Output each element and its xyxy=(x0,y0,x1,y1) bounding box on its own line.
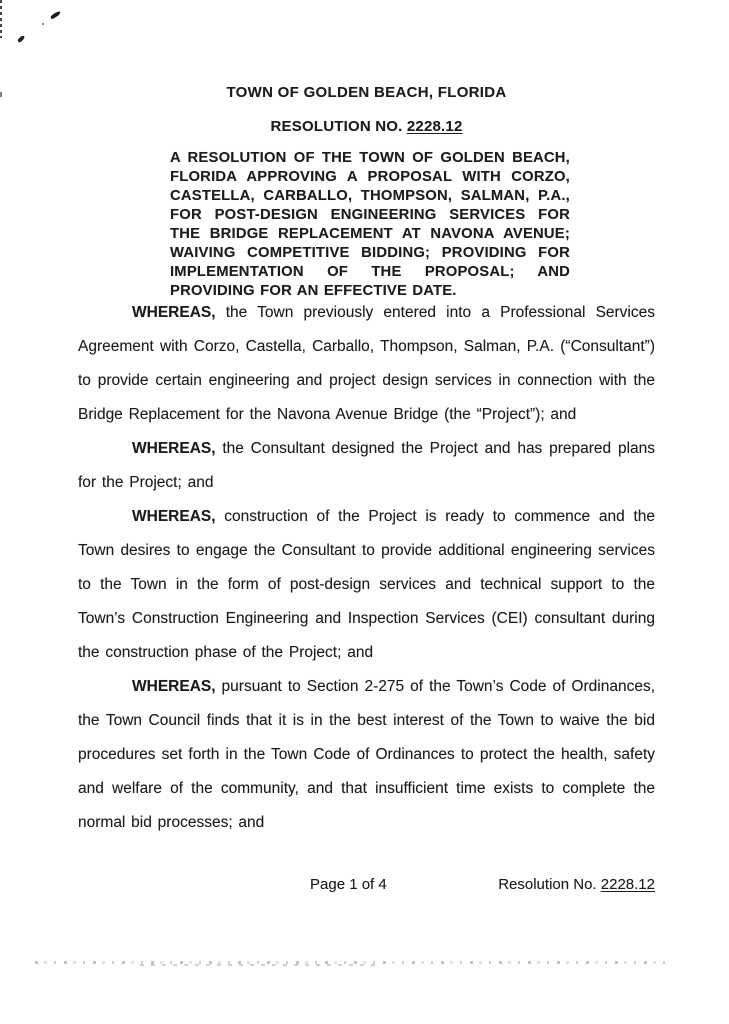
resolution-body xyxy=(78,296,655,840)
paragraph-text: pursuant to Section 2-275 of the Town’s Code of Ordinances, the Town Council finds that it is in the best interest of the Town to waive the bid procedures set forth in the Town Code of Ordinances to protect the health, safety and welfare of the community, and that insufficient time exists to complete the normal bid processes; and xyxy=(78,678,655,831)
scan-edge-dot xyxy=(0,92,2,97)
whereas-paragraph xyxy=(78,432,655,500)
whereas-paragraph xyxy=(78,296,655,432)
footer-resolution xyxy=(498,876,655,893)
whereas-lead: WHEREAS, xyxy=(132,678,216,695)
document-title: TOWN OF GOLDEN BEACH, FLORIDA xyxy=(226,84,507,101)
whereas-paragraph xyxy=(78,500,655,670)
footer-resolution-label: Resolution No. xyxy=(498,876,601,893)
footer-resolution-number: 2228.12 xyxy=(600,876,655,893)
whereas-lead: WHEREAS, xyxy=(132,440,216,457)
whereas-paragraph xyxy=(78,670,655,840)
page-footer xyxy=(78,876,655,896)
resolution-subject-block: A RESOLUTION OF THE TOWN OF GOLDEN BEACH, FLORIDA APPROVING A PROPOSAL WITH CORZO, CASTELLA, CARBALLO, THOMPSON, SALMAN, P.A., FOR POST-DESIGN ENGINEERING SERVICES FOR THE BRIDGE REPLACEMENT AT NAVONA AVENUE; WAIVING COMPETITIVE BIDDING; PROVIDING FOR IMPLEMENTATION OF THE PROPOSAL; AND PROVIDING FOR AN EFFECTIVE DATE. xyxy=(170,150,570,299)
scan-edge-marks xyxy=(0,0,2,38)
paragraph-text: the Town previously entered into a Professional Services Agreement with Corzo, Castella, Carballo, Thompson, Salman, P.A. (“Consultant”) to provide certain engineering and project design services in connection with the Bridge Replacement for the Navona Avenue Bridge (the “Project”); and xyxy=(78,304,655,423)
scan-tick-mark xyxy=(50,10,61,19)
page-number: Page 1 of 4 xyxy=(310,876,387,893)
scan-noise-line xyxy=(140,964,380,966)
scan-tick-mark xyxy=(17,35,25,43)
paragraph-text: construction of the Project is ready to commence and the Town desires to engage the Consultant to provide additional engineering services to the Town in the form of post-design services and technical support to the Town’s Construction Engineering and Inspection Services (CEI) consultant during the construction phase of the Project; and xyxy=(78,508,655,661)
scan-speck xyxy=(42,23,44,25)
resolution-heading-label: RESOLUTION NO. xyxy=(270,118,407,135)
whereas-lead: WHEREAS, xyxy=(132,304,216,321)
paragraph-text: the Consultant designed the Project and has prepared plans for the Project; and xyxy=(78,440,655,491)
whereas-lead: WHEREAS, xyxy=(132,508,216,525)
resolution-number: 2228.12 xyxy=(406,118,463,135)
resolution-heading xyxy=(78,118,655,135)
